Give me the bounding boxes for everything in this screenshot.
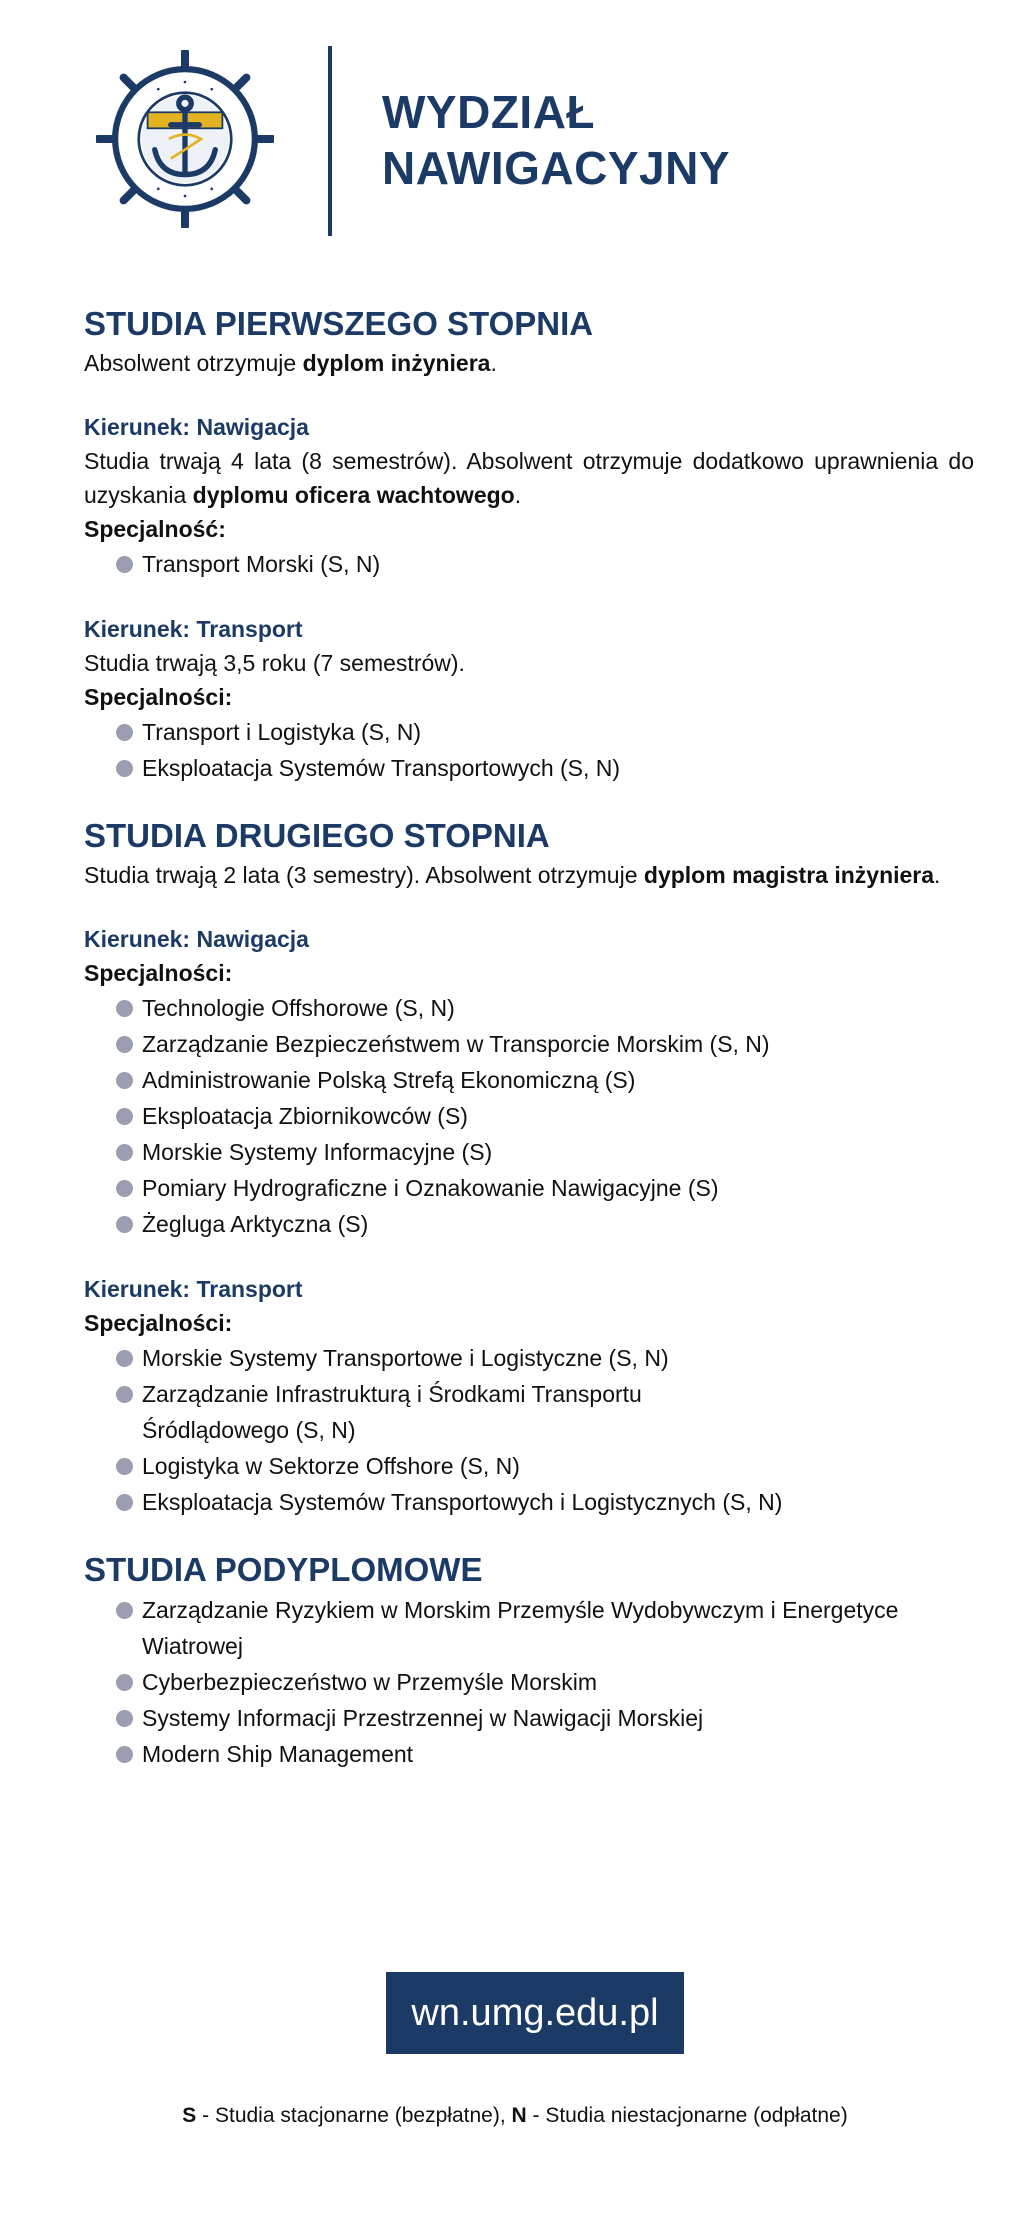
first-transport-heading: Kierunek: Transport xyxy=(84,616,303,642)
postgrad-heading: STUDIA PODYPLOMOWE xyxy=(84,1551,483,1588)
intro-end: . xyxy=(934,862,941,888)
desc-bold: dyplomu oficera wachtowego xyxy=(192,482,515,508)
list-item: Systemy Informacji Przestrzennej w Nawigacji Morskiej xyxy=(116,1700,974,1736)
second-transport-heading: Kierunek: Transport xyxy=(84,1276,303,1302)
intro-text: Absolwent otrzymuje xyxy=(84,350,303,376)
header-divider xyxy=(328,46,332,236)
second-degree-heading: STUDIA DRUGIEGO STOPNIA xyxy=(84,817,550,854)
faculty-title-line1: WYDZIAŁ xyxy=(382,86,596,138)
list-item: Eksploatacja Systemów Transportowych (S, N) xyxy=(116,750,974,786)
page-header xyxy=(96,40,956,240)
faculty-title-line2: NAWIGACYJNY xyxy=(382,142,730,194)
intro-bold: dyplom inżyniera xyxy=(302,350,491,376)
list-item: Logistyka w Sektorze Offshore (S, N) xyxy=(116,1448,916,1484)
list-item: Pomiary Hydrograficzne i Oznakowanie Nawigacyjne (S) xyxy=(116,1170,974,1206)
first-nav-spec-label: Specjalność: xyxy=(84,516,226,542)
second-transport-spec-list xyxy=(84,1340,916,1520)
list-item: Morskie Systemy Informacyjne (S) xyxy=(116,1134,974,1170)
desc-text: Studia trwają 4 lata (8 semestrów). Absolwent otrzymuje dodatkowo uprawnienia do uzyskania xyxy=(84,448,974,508)
website-url[interactable]: wn.umg.edu.pl xyxy=(386,1972,684,2054)
legend-s-text: - Studia stacjonarne (bezpłatne), xyxy=(196,2104,512,2127)
second-transport-spec-label: Specjalności: xyxy=(84,1310,233,1336)
list-item: Morskie Systemy Transportowe i Logistyczne (S, N) xyxy=(116,1340,916,1376)
list-item: Transport i Logistyka (S, N) xyxy=(116,714,974,750)
first-nav-desc xyxy=(84,444,974,512)
first-degree-intro xyxy=(84,346,974,380)
intro-text: Studia trwają 2 lata (3 semestry). Absolwent otrzymuje xyxy=(84,862,644,888)
list-item: Zarządzanie Ryzykiem w Morskim Przemyśle Wydobywczym i Energetyce Wiatrowej xyxy=(116,1592,942,1664)
second-nav-spec-label: Specjalności: xyxy=(84,960,233,986)
list-item: Modern Ship Management xyxy=(116,1736,974,1772)
second-nav-heading: Kierunek: Nawigacja xyxy=(84,926,309,952)
legend-n-text: - Studia niestacjonarne (odpłatne) xyxy=(526,2104,848,2127)
list-item: Cyberbezpieczeństwo w Przemyśle Morskim xyxy=(116,1664,974,1700)
first-transport-spec-label: Specjalności: xyxy=(84,684,233,710)
first-transport-spec-list xyxy=(84,714,974,786)
intro-bold: dyplom magistra inżyniera xyxy=(643,862,935,888)
list-item: Eksploatacja Systemów Transportowych i Logistycznych (S, N) xyxy=(116,1484,916,1520)
first-nav-spec-list xyxy=(84,546,974,582)
second-degree-intro xyxy=(84,858,974,892)
postgrad-list xyxy=(84,1592,974,1772)
intro-end: . xyxy=(490,350,497,376)
study-mode-legend xyxy=(0,2104,1030,2128)
desc-end: . xyxy=(514,482,522,508)
faculty-logo xyxy=(96,50,274,228)
second-nav-spec-list xyxy=(84,990,974,1242)
legend-s: S xyxy=(182,2104,197,2127)
programs-content xyxy=(84,302,974,1772)
list-item: Zarządzanie Infrastrukturą i Środkami Transportu Śródlądowego (S, N) xyxy=(116,1376,792,1448)
faculty-title xyxy=(382,84,730,196)
list-item: Żegluga Arktyczna (S) xyxy=(116,1206,974,1242)
list-item: Zarządzanie Bezpieczeństwem w Transporcie Morskim (S, N) xyxy=(116,1026,974,1062)
postgrad-section xyxy=(84,1548,974,1772)
list-item: Administrowanie Polską Strefą Ekonomiczną (S) xyxy=(116,1062,974,1098)
first-nav-heading: Kierunek: Nawigacja xyxy=(84,414,309,440)
first-degree-section xyxy=(84,302,974,786)
second-degree-section xyxy=(84,814,974,1520)
list-item: Eksploatacja Zbiornikowców (S) xyxy=(116,1098,974,1134)
list-item: Transport Morski (S, N) xyxy=(116,546,974,582)
first-degree-heading: STUDIA PIERWSZEGO STOPNIA xyxy=(84,305,594,342)
list-item: Technologie Offshorowe (S, N) xyxy=(116,990,974,1026)
first-transport-desc: Studia trwają 3,5 roku (7 semestrów). xyxy=(84,650,465,676)
legend-n: N xyxy=(511,2104,527,2127)
